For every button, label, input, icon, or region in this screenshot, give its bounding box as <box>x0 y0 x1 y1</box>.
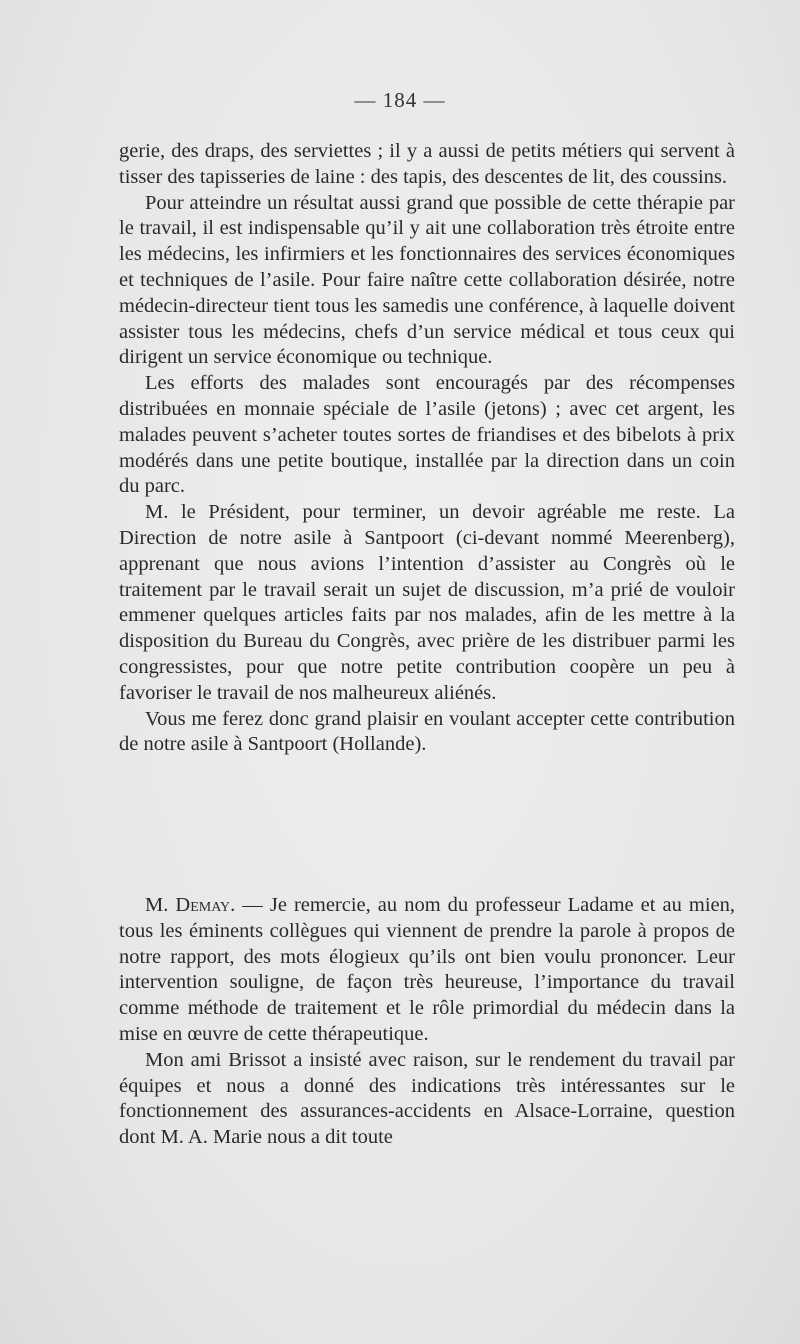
paragraph-collaboration: Pour atteindre un résultat aussi grand que possible de cette thérapie par le travail, il est indispensable qu’il y ait une collaboration très étroite entre les médecins, les infirmiers et les fonctionnaires des services économiques et techniques de l’asile. Pour faire naître cette collaboration désirée, notre médecin-directeur tient tous les samedis une conférence, à laquelle doivent assister tous les médecins, chefs d’un service médical et tous ceux qui dirigent un service économique ou technique. <box>119 191 735 369</box>
speech-text: — Je remercie, au nom du professeur Ladame et au mien, tous les éminents collègues qui viennent de prendre la parole à propos de notre rapport, des mots élogieux qu’ils ont bien voulu prononcer. Leur intervention souligne, de façon très heureuse, l’importance du travail comme méthode de traitement et le rôle primordial du médecin dans la mise en œuvre de cette thérapeutique. <box>119 894 736 1045</box>
speech-paragraph-demay <box>119 893 735 1048</box>
paragraph-continuation: gerie, des draps, des serviettes ; il y a aussi de petits métiers qui servent à tisser des tapisseries de laine : des tapis, des descentes de lit, des coussins. <box>119 140 735 188</box>
text-block-main <box>119 139 735 758</box>
paragraph-president: M. le Président, pour terminer, un devoir agréable me reste. La Direction de notre asile à Santpoort (ci-devant nommé Meerenberg), apprenant que nous avions l’intention d’assister au Congrès où le traitement par le travail serait un sujet de discussion, m’a prié de vouloir emmener quelques articles faits par nos malades, afin de les mettre à la disposition du Bureau du Congrès, avec prière de les distribuer parmi les congressistes, pour que notre petite contribution coopère un peu à favoriser le travail de nos malheureux aliénés. <box>119 501 735 704</box>
speaker-name: M. Demay. <box>145 894 236 916</box>
page-number: — 184 — <box>354 88 446 112</box>
paragraph-rewards: Les efforts des malades sont encouragés par des récompenses distribuées en monnaie spéciale de l’asile (jetons) ; avec cet argent, les malades peuvent s’acheter toutes sortes de friandises et des bibelots à prix modérés dans une petite boutique, installée par la direction dans un coin du parc. <box>119 372 735 498</box>
text-block-speech <box>119 893 735 1151</box>
speech-paragraph-brissot: Mon ami Brissot a insisté avec raison, sur le rendement du travail par équipes et nous a donné des indications très intéressantes sur le fonctionnement des assurances-accidents en Alsace-Lorraine, question dont M. A. Marie nous a dit toute <box>119 1048 735 1149</box>
paragraph-contribution: Vous me ferez donc grand plaisir en voulant accepter cette contribution de notre asile à Santpoort (Hollande). <box>119 707 735 756</box>
